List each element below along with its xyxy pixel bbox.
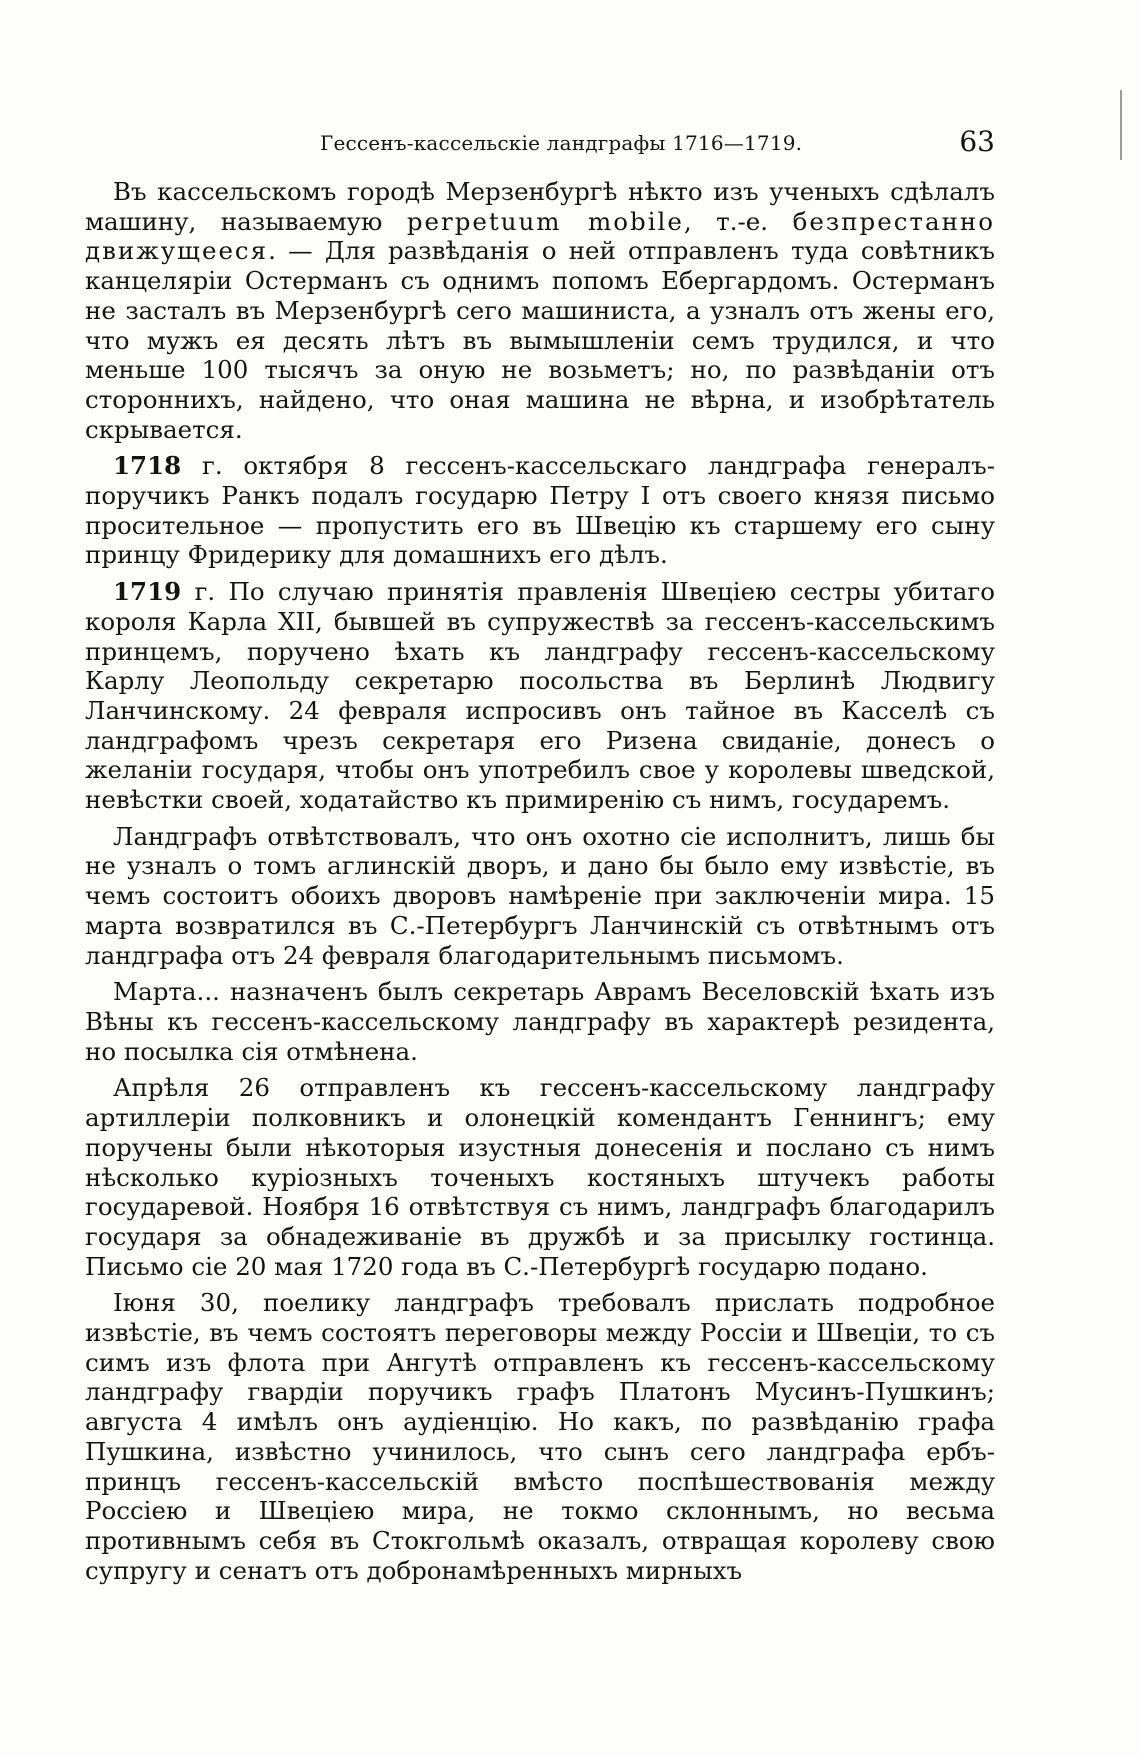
text-run: , т.-е. [683, 206, 793, 236]
paragraph-veselovsky [85, 977, 995, 1066]
paragraph-text: Іюня 30, поелику ландграфъ требовалъ прислать подробное извѣстіе, въ чемъ состоятъ переговоры между Россіи и Швеціи, то съ симъ изъ флота при Ангутѣ отправленъ къ гессенъ-кассельскому ландграфу гвардіи поручикъ графъ Платонъ Мусинъ-Пушкинъ; августа 4 имѣлъ онъ аудіенцію. Но какъ, по развѣданію графа Пушкина, извѣстно учинилось, что сынъ сего ландграфа ербъ-принцъ гессенъ-кассельскій вмѣсто поспѣшествованія между Россіею и Швеціею мира, не токмо склоннымъ, но весьма противнымъ себя въ Стокгольмѣ оказалъ, отвращая королеву свою супругу и сенатъ отъ добронамѣренныхъ мирныхъ [85, 1288, 995, 1585]
text-run-foreign-term: perpetuum mobile [406, 206, 684, 236]
paragraph-text: г. октября 8 гессенъ-кассельскаго ландграфа генералъ-поручикъ Ранкъ подалъ государю Петру I отъ своего князя письмо просительное — пропустить его въ Швецію къ старшему его сыну принцу Фридерику для домашнихъ его дѣлъ. [85, 451, 995, 570]
page-number: 63 [959, 125, 995, 158]
text-run: Въ кассельскомъ городѣ Мерзенбургѣ нѣкто изъ ученыхъ сдѣлалъ машину, называемую [85, 177, 995, 236]
paragraph-henning [85, 1073, 995, 1281]
paragraph-text: г. По случаю принятія правленія Швеціею сестры убитаго короля Карла XII, бывшей въ супружествѣ за гессенъ-кассельскимъ принцемъ, поручено ѣхать къ ландграфу гессенъ-кассельскому Карлу Леопольду секретарю посольства въ Берлинѣ Людвигу Ланчинскому. 24 февраля испросивъ онъ тайное въ Касселѣ съ ландграфомъ чрезъ секретаря его Ризена свиданіе, донесъ о желаніи государя, чтобы онъ употребилъ свое у королевы шведской, невѣстки своей, ходатайство къ примиренію съ нимъ, государемъ. [85, 577, 995, 815]
text-run-emphasis: безпрестанно движущееся [85, 206, 995, 266]
year-label: 1718 [113, 451, 182, 481]
paragraph-text: Апрѣля 26 отправленъ къ гессенъ-кассельскому ландграфу артиллеріи полковникъ и олонецкій комендантъ Геннингъ; ему поручены были нѣкоторыя изустныя донесенія и послано съ нимъ нѣсколько куріозныхъ точеныхъ костяныхъ штучекъ работы государевой. Ноября 16 отвѣтствуя съ нимъ, ландграфъ благодарилъ государя за обнадеживаніе въ дружбѣ и за присылку гостинца. Письмо сіе 20 мая 1720 года въ С.-Петербургѣ государю подано. [85, 1073, 995, 1281]
paragraph-landgrave-reply [85, 822, 995, 971]
paragraph-text: Марта... назначенъ былъ секретарь Аврамъ Веселовскій ѣхать изъ Вѣны къ гессенъ-кассельскому ландграфу въ характерѣ резидента, но посылка сія отмѣнена. [85, 977, 995, 1066]
paragraph-text: Ландграфъ отвѣтствовалъ, что онъ охотно сіе исполнитъ, лишь бы не узналъ о томъ аглинскій дворъ, и дано бы было ему извѣстіе, въ чемъ состоитъ обоихъ дворовъ намѣреніе при заключеніи мира. 15 марта возвратился въ С.-Петербургъ Ланчинскій съ отвѣтнымъ отъ ландграфа отъ 24 февраля благодарительнымъ письмомъ. [85, 821, 995, 970]
page-edge-shadow [1120, 90, 1122, 160]
paragraph-perpetuum-mobile [85, 177, 995, 444]
paragraph-1719 [85, 577, 995, 815]
paragraph-1718 [85, 451, 995, 570]
book-page [85, 125, 995, 1592]
page-header [85, 125, 995, 177]
year-label: 1719 [113, 577, 182, 607]
running-head: Гессенъ-кассельскіе ландграфы 1716—1719. [320, 131, 803, 155]
paragraph-musin-pushkin [85, 1288, 995, 1585]
text-run: . — Для развѣданія о ней отправленъ туда совѣтникъ канцеляріи Остерманъ съ однимъ попомъ Ебергардомъ. Остерманъ не засталъ въ Мерзенбургѣ сего машиниста, а узналъ отъ жены его, что мужъ ея десять лѣтъ въ вымышленіи семъ трудился, и что меньше 100 тысячъ за оную не возьметъ; но, по развѣданіи отъ стороннихъ, найдено, что оная машина не вѣрна, и изобрѣтатель скрывается. [85, 236, 995, 444]
